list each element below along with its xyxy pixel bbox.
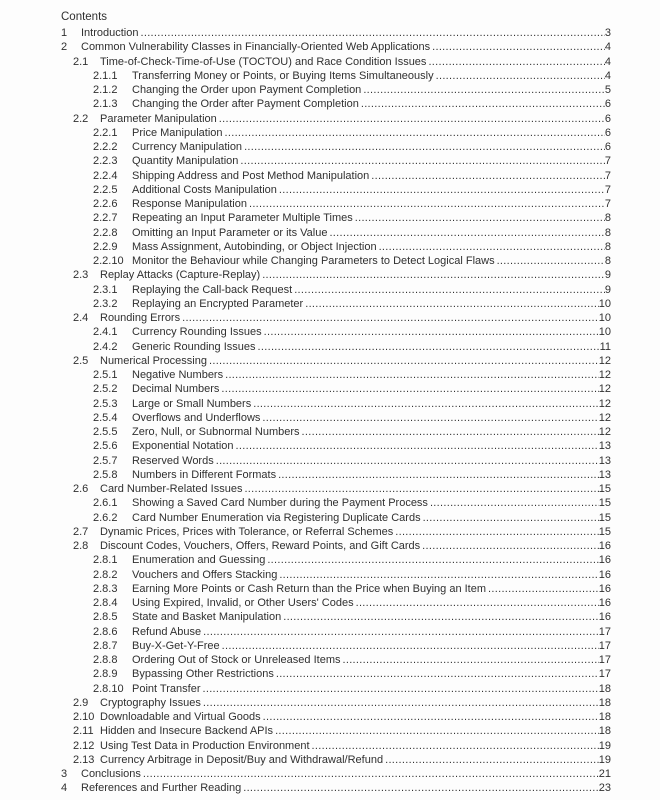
toc-entry-page: 19 bbox=[598, 739, 611, 752]
toc-entry-page: 10 bbox=[598, 312, 611, 324]
toc-entry-number: 2.8.1 bbox=[93, 554, 118, 567]
toc-entry-number: 2.8.5 bbox=[93, 611, 118, 624]
toc-entry[interactable] bbox=[61, 268, 611, 282]
toc-leader-dots bbox=[219, 382, 598, 396]
toc-entry-number: 2.6.2 bbox=[93, 511, 118, 524]
toc-entry-page: 10 bbox=[598, 326, 611, 339]
toc-leader-dots bbox=[260, 411, 598, 425]
toc-entry-title: Conclusions bbox=[81, 768, 141, 780]
toc-entry-page: 15 bbox=[598, 497, 611, 510]
toc-entry[interactable] bbox=[61, 568, 611, 582]
toc-leader-dots bbox=[292, 283, 605, 297]
toc-entry[interactable] bbox=[61, 767, 611, 781]
toc-entry-number: 2.1.1 bbox=[93, 69, 118, 82]
toc-entry[interactable] bbox=[61, 140, 611, 154]
toc-entry-title: Price Manipulation bbox=[132, 126, 223, 139]
toc-leader-dots bbox=[340, 653, 598, 667]
toc-entry-number: 2.8.9 bbox=[93, 668, 118, 681]
toc-entry-page: 4 bbox=[604, 41, 611, 54]
toc-entry-title: Point Transfer bbox=[132, 682, 201, 695]
toc-entry-number: 4 bbox=[61, 782, 68, 795]
toc-leader-dots bbox=[180, 311, 599, 325]
toc-entry-number: 2.5.4 bbox=[93, 411, 118, 424]
toc-entry-title: Cryptography Issues bbox=[100, 696, 201, 709]
toc-entry-page: 3 bbox=[604, 27, 611, 39]
toc-entry-title: Response Manipulation bbox=[132, 198, 247, 210]
toc-entry-page: 18 bbox=[598, 725, 611, 738]
toc-entry-number: 2.2.3 bbox=[93, 155, 118, 168]
toc-entry-page: 7 bbox=[604, 155, 611, 168]
toc-entry-page: 4 bbox=[604, 55, 611, 68]
toc-entry-page: 16 bbox=[598, 540, 611, 552]
toc-leader-dots bbox=[354, 596, 599, 610]
toc-entry[interactable] bbox=[61, 211, 611, 225]
toc-entry[interactable] bbox=[61, 26, 611, 40]
toc-entry-number: 2.5.8 bbox=[93, 468, 118, 481]
toc-entry-page: 7 bbox=[604, 198, 611, 210]
toc-entry-page: 18 bbox=[598, 682, 611, 695]
toc-entry-page: 8 bbox=[604, 255, 611, 267]
toc-leader-dots bbox=[242, 482, 598, 496]
toc-entry-number: 2.6 bbox=[73, 483, 89, 495]
toc-entry-number: 2.2.8 bbox=[93, 226, 118, 239]
toc-entry-number: 2.6.1 bbox=[93, 497, 118, 510]
toc-entry-title: Generic Rounding Issues bbox=[132, 340, 256, 353]
toc-entry[interactable] bbox=[61, 511, 611, 525]
toc-entry[interactable] bbox=[61, 482, 611, 496]
toc-entry-title: Zero, Null, or Subnormal Numbers bbox=[132, 426, 300, 438]
toc-entry-page: 4 bbox=[604, 69, 611, 82]
toc-entry-number: 2.8.6 bbox=[93, 625, 118, 638]
toc-leader-dots bbox=[223, 126, 605, 140]
toc-entry-page: 6 bbox=[604, 98, 611, 111]
toc-entry-number: 2.8.2 bbox=[93, 568, 118, 581]
toc-entry-title: Currency Manipulation bbox=[132, 141, 243, 153]
toc-entry-number: 2.8.7 bbox=[93, 639, 118, 652]
toc-leader-dots bbox=[242, 140, 605, 154]
toc-entry-title: Common Vulnerability Classes in Financially-Oriented Web Applications bbox=[81, 41, 431, 54]
toc-entry-number: 2.4 bbox=[73, 312, 89, 324]
toc-entry[interactable] bbox=[61, 368, 611, 382]
toc-entry-number: 2.1 bbox=[73, 55, 89, 68]
toc-entry-title: Quantity Manipulation bbox=[132, 155, 239, 168]
toc-entry-number: 1 bbox=[61, 27, 68, 39]
toc-entry-number: 2.8 bbox=[73, 540, 89, 552]
toc-entry-page: 13 bbox=[598, 440, 611, 453]
toc-entry-title: References and Further Reading bbox=[81, 782, 242, 795]
toc-entry-title: Monitor the Behaviour while Changing Parameters to Detect Logical Flaws bbox=[132, 255, 495, 267]
toc-leader-dots bbox=[200, 682, 598, 696]
toc-entry-title: Numerical Processing bbox=[100, 354, 207, 367]
toc-entry-page: 19 bbox=[598, 753, 611, 766]
toc-leader-dots bbox=[238, 154, 604, 168]
toc-leader-dots bbox=[256, 340, 600, 354]
toc-entry[interactable] bbox=[61, 667, 611, 681]
toc-leader-dots bbox=[220, 639, 599, 653]
toc-entry-title: Replay Attacks (Capture-Replay) bbox=[100, 269, 261, 282]
toc-entry-page: 6 bbox=[604, 126, 611, 139]
toc-entry[interactable] bbox=[61, 454, 611, 468]
toc-entry-page: 12 bbox=[598, 354, 611, 367]
toc-entry[interactable] bbox=[61, 83, 611, 97]
toc-entry[interactable] bbox=[61, 610, 611, 624]
toc-entry[interactable] bbox=[61, 240, 611, 254]
toc-entry[interactable] bbox=[61, 781, 611, 795]
toc-entry-title: Dynamic Prices, Prices with Tolerance, or Referral Schemes bbox=[100, 525, 394, 538]
toc-leader-dots bbox=[361, 83, 605, 97]
toc-entry-page: 11 bbox=[599, 340, 611, 353]
toc-leader-dots bbox=[434, 69, 605, 83]
toc-entry[interactable] bbox=[61, 354, 611, 368]
toc-entry-page: 6 bbox=[604, 141, 611, 153]
toc-leader-dots bbox=[274, 667, 599, 681]
toc-entry[interactable] bbox=[61, 753, 611, 767]
toc-entry[interactable] bbox=[61, 97, 611, 111]
toc-leader-dots bbox=[353, 211, 605, 225]
toc-leader-dots bbox=[141, 767, 599, 781]
toc-leader-dots bbox=[327, 226, 604, 240]
toc-leader-dots bbox=[421, 511, 599, 525]
toc-entry-number: 2.2.2 bbox=[93, 141, 118, 153]
toc-entry-title: Large or Small Numbers bbox=[132, 397, 252, 410]
toc-entry-number: 2.5.7 bbox=[93, 454, 118, 467]
toc-entry[interactable] bbox=[61, 112, 611, 126]
toc-entry-title: Card Number Enumeration via Registering Duplicate Cards bbox=[132, 511, 421, 524]
toc-entry-number: 2.3 bbox=[73, 269, 89, 282]
toc-entry-page: 17 bbox=[598, 625, 611, 638]
toc-entry-title: Exponential Notation bbox=[132, 440, 234, 453]
toc-leader-dots bbox=[261, 710, 599, 724]
toc-entry-number: 2.7 bbox=[73, 525, 89, 538]
toc-leader-dots bbox=[426, 55, 604, 69]
toc-entry[interactable] bbox=[61, 382, 611, 396]
toc-entry-page: 12 bbox=[598, 397, 611, 410]
toc-entry-page: 15 bbox=[598, 511, 611, 524]
toc-leader-dots bbox=[359, 97, 605, 111]
toc-leader-dots bbox=[260, 268, 605, 282]
toc-leader-dots bbox=[277, 568, 598, 582]
toc-entry[interactable] bbox=[61, 254, 611, 268]
toc-entry[interactable] bbox=[61, 439, 611, 453]
toc-entry-title: Negative Numbers bbox=[132, 369, 224, 381]
toc-entry[interactable] bbox=[61, 653, 611, 667]
toc-entry-title: Replaying an Encrypted Parameter bbox=[132, 297, 304, 310]
toc-leader-dots bbox=[428, 496, 599, 510]
toc-leader-dots bbox=[277, 183, 605, 197]
toc-leader-dots bbox=[234, 439, 599, 453]
toc-entry-title: Transferring Money or Points, or Buying Items Simultaneously bbox=[132, 69, 434, 82]
toc-entry-page: 7 bbox=[604, 169, 611, 182]
toc-entry[interactable] bbox=[61, 496, 611, 510]
toc-leader-dots bbox=[281, 610, 599, 624]
toc-entry-title: Card Number-Related Issues bbox=[100, 483, 243, 495]
toc-entry-title: Downloadable and Virtual Goods bbox=[100, 711, 261, 723]
toc-entry-title: Reserved Words bbox=[132, 454, 214, 467]
toc-leader-dots bbox=[393, 525, 599, 539]
toc-leader-dots bbox=[273, 724, 599, 738]
toc-leader-dots bbox=[247, 197, 605, 211]
toc-leader-dots bbox=[486, 582, 599, 596]
toc-entry-title: Shipping Address and Post Method Manipulation bbox=[132, 169, 370, 182]
toc-entry[interactable] bbox=[61, 525, 611, 539]
toc-entry-number: 2.5.3 bbox=[93, 397, 118, 410]
toc-leader-dots bbox=[430, 40, 605, 54]
toc-leader-dots bbox=[251, 397, 599, 411]
toc-entry[interactable] bbox=[61, 183, 611, 197]
toc-entry-page: 16 bbox=[598, 568, 611, 581]
toc-entry-title: Vouchers and Offers Stacking bbox=[132, 568, 278, 581]
toc-entry-number: 2.2.5 bbox=[93, 183, 118, 196]
toc-entry-number: 2.5 bbox=[73, 354, 89, 367]
toc-list bbox=[61, 26, 611, 796]
toc-entry-page: 8 bbox=[604, 226, 611, 239]
toc-entry-title: Overflows and Underflows bbox=[132, 411, 261, 424]
toc-entry[interactable] bbox=[61, 724, 611, 738]
toc-entry-title: Refund Abuse bbox=[132, 625, 202, 638]
toc-entry-title: Buy-X-Get-Y-Free bbox=[132, 639, 220, 652]
toc-leader-dots bbox=[214, 454, 599, 468]
toc-entry[interactable] bbox=[61, 197, 611, 211]
toc-entry-page: 12 bbox=[598, 426, 611, 438]
toc-entry-title: Changing the Order after Payment Completion bbox=[132, 98, 359, 111]
toc-entry-number: 3 bbox=[61, 768, 68, 780]
toc-entry[interactable] bbox=[61, 739, 611, 753]
toc-entry-number: 2 bbox=[61, 41, 68, 54]
toc-entry-page: 17 bbox=[598, 639, 611, 652]
toc-entry-number: 2.5.6 bbox=[93, 440, 118, 453]
toc-entry[interactable] bbox=[61, 625, 611, 639]
toc-entry-title: Currency Arbitrage in Deposit/Buy and Withdrawal/Refund bbox=[100, 753, 384, 766]
toc-entry-page: 8 bbox=[604, 212, 611, 225]
toc-entry[interactable] bbox=[61, 468, 611, 482]
toc-leader-dots bbox=[262, 325, 599, 339]
toc-entry-number: 2.10 bbox=[73, 711, 95, 723]
toc-entry-title: Using Expired, Invalid, or Other Users' Codes bbox=[132, 597, 354, 609]
toc-entry[interactable] bbox=[61, 297, 611, 311]
toc-entry-title: Showing a Saved Card Number during the Payment Process bbox=[132, 497, 428, 510]
toc-entry-number: 2.1.3 bbox=[93, 98, 118, 111]
toc-leader-dots bbox=[276, 468, 599, 482]
toc-entry-title: Omitting an Input Parameter or its Value bbox=[132, 226, 328, 239]
toc-entry-page: 6 bbox=[604, 112, 611, 125]
toc-entry-page: 18 bbox=[598, 711, 611, 723]
toc-entry-number: 2.2 bbox=[73, 112, 89, 125]
toc-entry-number: 2.8.4 bbox=[93, 597, 118, 609]
toc-entry-number: 2.3.2 bbox=[93, 297, 118, 310]
toc-entry[interactable] bbox=[61, 425, 611, 439]
toc-entry-title: Discount Codes, Vouchers, Offers, Reward Points, and Gift Cards bbox=[100, 540, 421, 552]
toc-entry-page: 18 bbox=[598, 696, 611, 709]
toc-entry-title: Parameter Manipulation bbox=[100, 112, 217, 125]
toc-entry[interactable] bbox=[61, 710, 611, 724]
toc-entry[interactable] bbox=[61, 682, 611, 696]
toc-entry[interactable] bbox=[61, 639, 611, 653]
toc-entry-number: 2.11 bbox=[73, 725, 94, 738]
toc-entry-number: 2.8.10 bbox=[93, 682, 124, 695]
toc-entry-number: 2.2.4 bbox=[93, 169, 118, 182]
toc-leader-dots bbox=[223, 368, 599, 382]
toc-entry-page: 16 bbox=[598, 597, 611, 609]
toc-entry-page: 17 bbox=[598, 654, 611, 666]
contents-heading: Contents bbox=[61, 11, 108, 23]
toc-entry-title: Hidden and Insecure Backend APIs bbox=[100, 725, 274, 738]
toc-entry-title: Time-of-Check-Time-of-Use (TOCTOU) and Race Condition Issues bbox=[100, 55, 427, 68]
toc-leader-dots bbox=[369, 169, 605, 183]
toc-entry-number: 2.1.2 bbox=[93, 84, 118, 96]
toc-entry[interactable] bbox=[61, 397, 611, 411]
toc-entry-page: 9 bbox=[604, 269, 611, 282]
toc-entry-page: 12 bbox=[598, 369, 611, 381]
toc-entry-number: 2.3.1 bbox=[93, 283, 118, 296]
toc-entry[interactable] bbox=[61, 283, 611, 297]
toc-leader-dots bbox=[207, 354, 599, 368]
toc-entry[interactable] bbox=[61, 226, 611, 240]
toc-entry[interactable] bbox=[61, 539, 611, 553]
toc-entry-page: 21 bbox=[598, 768, 611, 780]
toc-leader-dots bbox=[310, 739, 599, 753]
toc-entry-title: Currency Rounding Issues bbox=[132, 326, 262, 339]
toc-entry-title: Using Test Data in Production Environment bbox=[100, 739, 310, 752]
toc-entry-page: 23 bbox=[598, 782, 611, 795]
toc-leader-dots bbox=[303, 297, 599, 311]
toc-entry-title: Additional Costs Manipulation bbox=[132, 183, 277, 196]
toc-entry-title: Replaying the Call-back Request bbox=[132, 283, 293, 296]
toc-entry-number: 2.2.1 bbox=[93, 126, 118, 139]
toc-entry-number: 2.4.2 bbox=[93, 340, 118, 353]
toc-entry-number: 2.12 bbox=[73, 739, 95, 752]
toc-leader-dots bbox=[495, 254, 605, 268]
toc-leader-dots bbox=[201, 625, 599, 639]
toc-entry-number: 2.9 bbox=[73, 696, 89, 709]
toc-entry[interactable] bbox=[61, 154, 611, 168]
toc-entry[interactable] bbox=[61, 55, 611, 69]
toc-entry[interactable] bbox=[61, 553, 611, 567]
toc-entry-page: 15 bbox=[598, 483, 611, 495]
toc-entry-number: 2.5.1 bbox=[93, 369, 118, 381]
toc-entry-page: 13 bbox=[598, 454, 611, 467]
toc-entry-title: Earning More Points or Cash Return than the Price when Buying an Item bbox=[132, 582, 487, 595]
toc-entry-number: 2.8.3 bbox=[93, 582, 118, 595]
toc-entry-page: 16 bbox=[598, 611, 611, 624]
toc-leader-dots bbox=[201, 696, 599, 710]
toc-entry-title: Repeating an Input Parameter Multiple Times bbox=[132, 212, 353, 225]
toc-entry-title: Changing the Order upon Payment Completion bbox=[132, 84, 362, 96]
toc-entry-page: 12 bbox=[598, 411, 611, 424]
toc-leader-dots bbox=[420, 539, 599, 553]
toc-entry-page: 10 bbox=[598, 297, 611, 310]
toc-leader-dots bbox=[138, 26, 604, 40]
toc-entry-number: 2.13 bbox=[73, 753, 95, 766]
toc-entry-title: Mass Assignment, Autobinding, or Object Injection bbox=[132, 240, 377, 253]
toc-entry-number: 2.2.6 bbox=[93, 198, 118, 210]
toc-entry-page: 16 bbox=[598, 554, 611, 567]
toc-leader-dots bbox=[377, 240, 605, 254]
toc-entry-title: State and Basket Manipulation bbox=[132, 611, 282, 624]
toc-entry[interactable] bbox=[61, 311, 611, 325]
toc-entry-page: 9 bbox=[604, 283, 611, 296]
toc-leader-dots bbox=[265, 553, 598, 567]
toc-leader-dots bbox=[383, 753, 599, 767]
toc-entry-title: Bypassing Other Restrictions bbox=[132, 668, 274, 681]
toc-entry[interactable] bbox=[61, 325, 611, 339]
toc-entry-number: 2.4.1 bbox=[93, 326, 118, 339]
toc-entry-number: 2.5.5 bbox=[93, 426, 118, 438]
toc-entry-page: 7 bbox=[604, 183, 611, 196]
toc-entry[interactable] bbox=[61, 169, 611, 183]
toc-entry-page: 5 bbox=[604, 84, 611, 96]
toc-entry-page: 13 bbox=[598, 468, 611, 481]
toc-entry-number: 2.2.10 bbox=[93, 255, 124, 267]
toc-entry[interactable] bbox=[61, 596, 611, 610]
toc-entry-number: 2.5.2 bbox=[93, 383, 118, 396]
toc-entry-number: 2.2.7 bbox=[93, 212, 118, 225]
toc-entry-page: 12 bbox=[598, 383, 611, 396]
toc-entry-title: Numbers in Different Formats bbox=[132, 468, 277, 481]
toc-entry-page: 17 bbox=[598, 668, 611, 681]
toc-entry-number: 2.2.9 bbox=[93, 240, 118, 253]
toc-entry-title: Enumeration and Guessing bbox=[132, 554, 266, 567]
toc-entry-page: 16 bbox=[598, 582, 611, 595]
toc-entry-number: 2.8.8 bbox=[93, 654, 118, 666]
toc-entry[interactable] bbox=[61, 69, 611, 83]
toc-entry[interactable] bbox=[61, 411, 611, 425]
toc-entry[interactable] bbox=[61, 126, 611, 140]
toc-entry-page: 8 bbox=[604, 240, 611, 253]
toc-entry[interactable] bbox=[61, 696, 611, 710]
toc-entry-title: Ordering Out of Stock or Unreleased Items bbox=[132, 654, 341, 666]
toc-leader-dots bbox=[241, 781, 599, 795]
toc-leader-dots bbox=[300, 425, 599, 439]
toc-leader-dots bbox=[217, 112, 605, 126]
toc-entry-title: Rounding Errors bbox=[100, 312, 181, 324]
toc-entry[interactable] bbox=[61, 340, 611, 354]
toc-entry-title: Introduction bbox=[81, 27, 139, 39]
toc-entry[interactable] bbox=[61, 582, 611, 596]
toc-entry-page: 15 bbox=[598, 525, 611, 538]
toc-entry-title: Decimal Numbers bbox=[132, 383, 220, 396]
toc-entry[interactable] bbox=[61, 40, 611, 54]
